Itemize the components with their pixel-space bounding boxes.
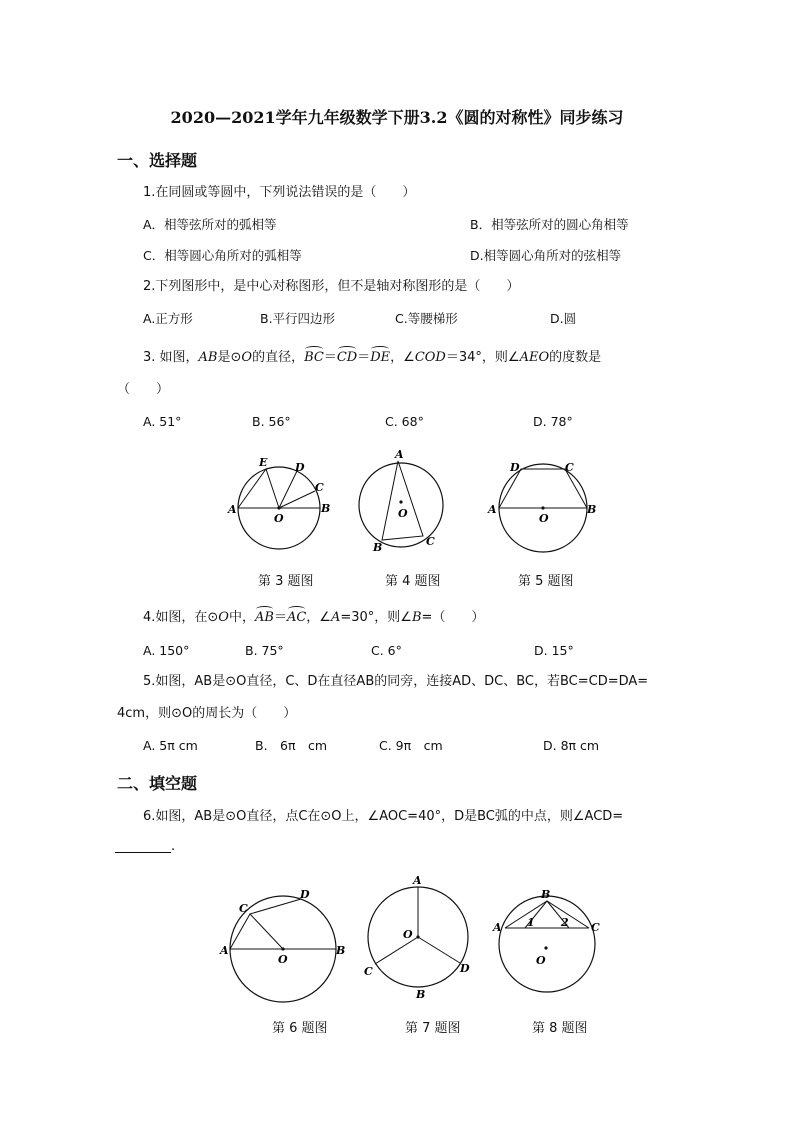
question-2-option-d: D.圆 (550, 311, 577, 326)
figure-3 (227, 456, 330, 549)
fig5-label-a: A (488, 503, 497, 516)
question-3-option-b: B. 56° (252, 414, 291, 429)
fig4-label-o: O (398, 507, 408, 520)
fig3-label-a: A (228, 503, 237, 516)
question-5-option-a: A. 5π cm (143, 738, 198, 753)
fig6-label-a: A (220, 944, 229, 957)
question-3-option-a: A. 51° (143, 414, 182, 429)
question-3-stem (143, 349, 601, 367)
section-heading-choice: 一、选择题 (117, 151, 198, 170)
q4-text: 中， (228, 610, 255, 625)
question-4-option-d: D. 15° (534, 643, 574, 658)
q4-var-a: A (330, 610, 341, 625)
caption-figure-6: 第 6 题图 (272, 1021, 328, 1036)
fig8-label-o: O (536, 954, 546, 967)
question-5-option-c: C. 9π cm (379, 738, 443, 753)
q3-equals: ＝ (357, 350, 371, 365)
question-4-option-a: A. 150° (143, 643, 190, 658)
fig7-label-b: B (416, 988, 426, 1001)
question-2-option-c: C.等腰梯形 (395, 311, 458, 326)
q4-equals: ＝ (273, 610, 287, 625)
figures-row-1 (220, 448, 620, 558)
q3-text: 的直径， (252, 350, 305, 365)
q3-text: ，∠ (390, 350, 415, 365)
fig3-label-e: E (259, 456, 268, 469)
fig3-label-b: B (321, 502, 331, 515)
fig6-label-d: D (300, 888, 310, 901)
q4-arc-ab: AB (254, 610, 274, 625)
fig8-label-1: 1 (527, 916, 535, 929)
fig7-label-a: A (413, 874, 422, 887)
q3-text: 3. 如图， (143, 350, 199, 365)
question-5-stem: 5.如图，AB是⊙O直径，C、D在直径AB的同旁，连接AD、DC、BC，若BC=CD=DA= (143, 674, 649, 689)
fig6-label-c: C (239, 902, 248, 915)
q3-equals: ＝ (323, 350, 337, 365)
fig3-label-d: D (295, 461, 305, 474)
figure-5 (487, 461, 596, 552)
question-5-option-d: D. 8π cm (543, 738, 600, 753)
q4-text: =（ ） (421, 610, 485, 625)
fig8-label-a: A (493, 921, 502, 934)
question-1-option-a: A．相等弦所对的弧相等 (143, 217, 277, 232)
fig6-label-o: O (278, 953, 288, 966)
question-5-option-b: B. 6π cm (255, 738, 328, 753)
q3-text: 的度数是 (549, 350, 602, 365)
question-1-option-c: C．相等圆心角所对的弧相等 (143, 248, 302, 263)
q4-var-b: B (411, 610, 422, 625)
fig4-label-c: C (426, 535, 435, 548)
answer-blank-q6[interactable] (115, 852, 171, 853)
q4-arc-ac: AC (286, 610, 307, 625)
caption-figure-4: 第 4 题图 (385, 574, 441, 589)
question-3-option-c: C. 68° (385, 414, 424, 429)
q3-text: 是⊙ (217, 350, 242, 365)
caption-figure-3: 第 3 题图 (258, 574, 314, 589)
q4-text: 4.如图，在⊙ (143, 610, 219, 625)
q4-text: =30°，则∠ (340, 610, 412, 625)
fig7-label-c: C (364, 965, 373, 978)
fig8-label-b: B (541, 888, 551, 901)
figures-row-2 (215, 870, 615, 1010)
question-3-stem-cont: （ ） (117, 382, 170, 397)
page-title: 2020—2021学年九年级数学下册3.2《圆的对称性》同步练习 (170, 108, 624, 127)
caption-figure-8: 第 8 题图 (532, 1021, 588, 1036)
fig6-label-b: B (336, 944, 346, 957)
question-2-stem: 2.下列图形中，是中心对称图形，但不是轴对称图形的是（ ） (143, 279, 520, 294)
q3-arc-de: DE (370, 350, 391, 365)
section-heading-fill: 二、填空题 (117, 774, 198, 793)
fig5-label-d: D (510, 461, 520, 474)
fig5-label-c: C (565, 461, 574, 474)
fig8-label-c: C (591, 921, 600, 934)
fig3-label-c: C (315, 481, 324, 494)
question-4-stem (143, 609, 484, 627)
fig7-label-o: O (403, 928, 413, 941)
q3-arc-cd: CD (336, 350, 358, 365)
figure-7 (364, 874, 470, 1001)
fig3-label-o: O (274, 512, 284, 525)
question-2-option-b: B.平行四边形 (260, 311, 336, 326)
q3-var-o: O (241, 350, 253, 365)
fig4-label-b: B (373, 541, 383, 554)
question-1-option-d: D.相等圆心角所对的弦相等 (470, 248, 622, 263)
q3-var-ab: AB (198, 350, 218, 365)
q3-text: ＝34°，则∠ (445, 350, 520, 365)
question-1-stem: 1.在同圆或等圆中，下列说法错误的是（ ） (143, 185, 416, 200)
fig7-label-d: D (460, 962, 470, 975)
fig5-label-b: B (587, 503, 597, 516)
question-6-period: . (171, 839, 176, 854)
figure-6 (219, 888, 345, 1002)
question-6-stem: 6.如图，AB是⊙O直径，点C在⊙O上，∠AOC=40°，D是BC弧的中点，则∠ACD= (143, 809, 624, 824)
q4-text: ，∠ (306, 610, 331, 625)
question-3-option-d: D. 78° (533, 414, 573, 429)
caption-figure-5: 第 5 题图 (518, 574, 574, 589)
q4-var-o: O (218, 610, 229, 625)
question-1-option-b: B．相等弦所对的圆心角相等 (470, 217, 629, 232)
figure-8 (492, 888, 600, 992)
fig8-label-2: 2 (561, 916, 569, 929)
q3-var-cod: COD (414, 350, 446, 365)
question-5-stem-cont: 4cm，则⊙O的周长为（ ） (117, 706, 297, 721)
q3-var-aeo: AEO (519, 350, 550, 365)
caption-figure-7: 第 7 题图 (405, 1021, 461, 1036)
fig4-label-a: A (395, 448, 404, 461)
question-4-option-c: C. 6° (371, 643, 402, 658)
fig5-label-o: O (539, 512, 549, 525)
question-4-option-b: B. 75° (245, 643, 284, 658)
question-2-option-a: A.正方形 (143, 311, 193, 326)
figure-4 (359, 448, 443, 554)
q3-arc-bc: BC (304, 350, 324, 365)
